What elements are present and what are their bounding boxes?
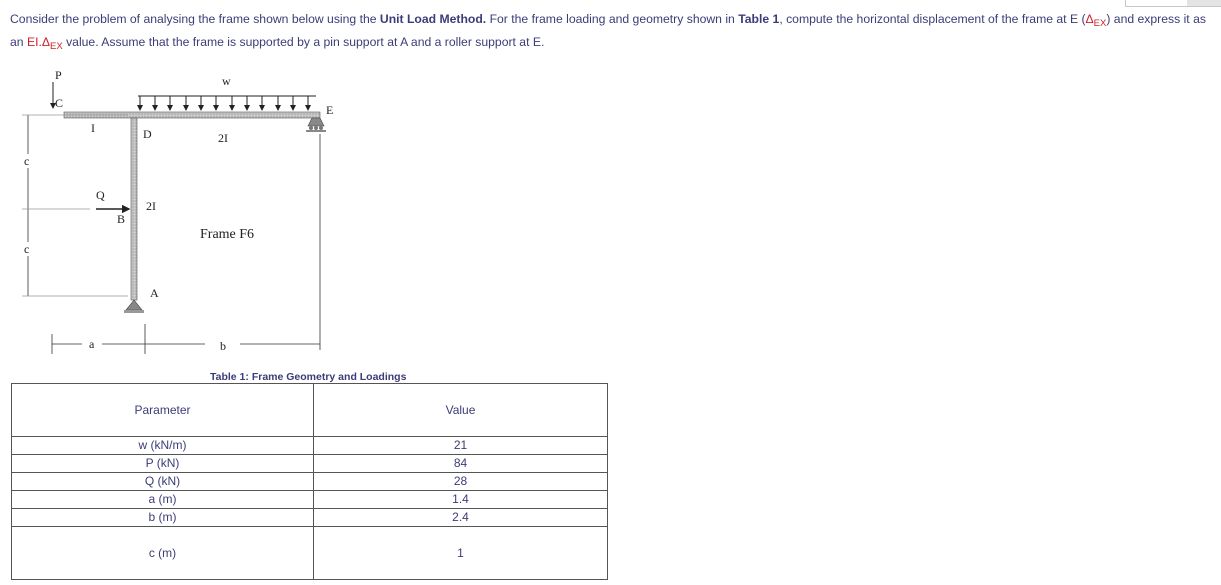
label-d: D	[143, 127, 152, 141]
label-i: I	[91, 121, 95, 135]
frame-diagram	[0, 62, 360, 362]
question-part2: For the frame loading and geometry shown in	[486, 12, 739, 26]
vertical-dimensions	[22, 115, 128, 296]
label-p: P	[55, 68, 62, 82]
question-part4: ) and express it as an	[10, 12, 1206, 49]
label-beam-2i: 2I	[218, 131, 228, 145]
ei-text: EI.Δ	[26, 35, 50, 49]
label-w: w	[222, 74, 231, 88]
value-cell: 84	[314, 455, 608, 473]
parameter-table	[11, 383, 608, 580]
value-cell: 2.4	[314, 509, 608, 527]
question-part1: Consider the problem of analysing the frame shown below using the	[10, 12, 380, 26]
label-column-2i: 2I	[146, 199, 156, 213]
header-parameter: Parameter	[12, 384, 314, 437]
label-b-point: B	[117, 212, 126, 226]
method-name: Unit Load Method.	[379, 12, 487, 26]
param-cell: a (m)	[12, 491, 314, 509]
value-cell: 1	[314, 527, 608, 580]
question-text	[10, 10, 1210, 56]
table-row	[12, 527, 608, 580]
label-e: E	[326, 103, 334, 117]
label-c: C	[55, 96, 64, 110]
roller-support-e	[306, 118, 326, 132]
value-cell: 1.4	[314, 491, 608, 509]
table-row	[12, 455, 608, 473]
param-cell: c (m)	[12, 527, 314, 580]
label-c-lower: c	[24, 242, 30, 256]
label-c-upper: c	[24, 154, 30, 168]
label-b-dim: b	[220, 339, 226, 353]
delta-ex-symbol	[1085, 12, 1107, 29]
header-value: Value	[314, 384, 608, 437]
value-cell: 28	[314, 473, 608, 491]
param-cell: b (m)	[12, 509, 314, 527]
column-da	[131, 118, 137, 300]
delta-symbol: Δ	[1085, 12, 1094, 26]
frame-name: Frame F6	[200, 227, 255, 242]
distributed-load-arrows	[138, 96, 316, 110]
label-q: Q	[96, 188, 105, 202]
table-reference: Table 1	[738, 12, 780, 26]
table-caption: Table 1: Frame Geometry and Loadings	[210, 371, 407, 383]
table-row	[12, 509, 608, 527]
label-a-point: A	[150, 286, 159, 300]
param-cell: P (kN)	[12, 455, 314, 473]
param-cell: w (kN/m)	[12, 437, 314, 455]
corner-widget	[1125, 0, 1221, 7]
param-cell: Q (kN)	[12, 473, 314, 491]
pin-support-a	[124, 300, 144, 313]
delta-subscript: EX	[1093, 18, 1107, 29]
ei-delta-ex	[26, 35, 63, 52]
frame-figure	[0, 62, 360, 362]
question-part3: , compute the horizontal displacement of the frame at E (	[779, 12, 1086, 26]
table-row	[12, 491, 608, 509]
value-cell: 21	[314, 437, 608, 455]
question-part5: value. Assume that the frame is supported by a pin support at A and a roller support at E.	[62, 35, 545, 49]
table-row	[12, 437, 608, 455]
ei-subscript: EX	[50, 41, 63, 52]
table-row	[12, 473, 608, 491]
label-a-dim: a	[89, 337, 95, 351]
